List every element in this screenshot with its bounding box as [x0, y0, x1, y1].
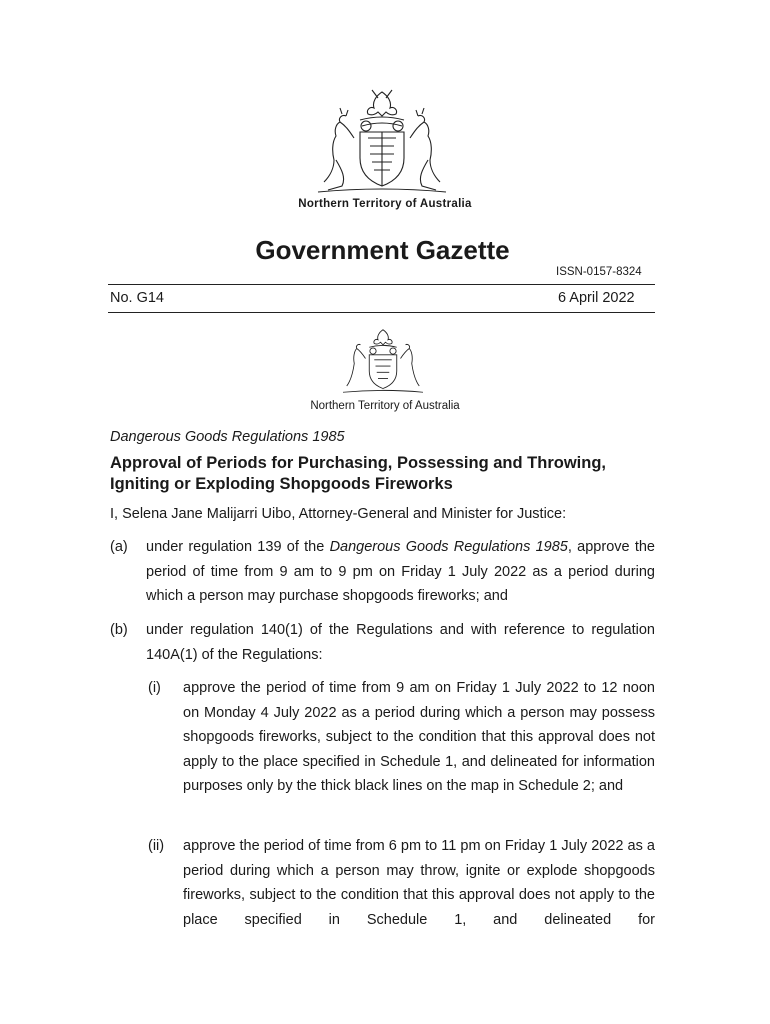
coat-of-arms-emblem — [312, 86, 452, 198]
paragraph-a-text-2: , approve the period of time from 9 am to 9 pm on Friday 1 July 2022 as a period during which a person may purchase shopgoods fireworks; and — [146, 539, 655, 604]
issn-number: ISSN-0157-8324 — [556, 266, 642, 278]
paragraph-a-text-1: under regulation 139 of the — [146, 539, 330, 555]
gazette-number: No. G14 — [110, 290, 164, 306]
paragraph-a-text — [146, 535, 655, 609]
subparagraph-ii-label: (ii) — [148, 838, 165, 854]
gazette-title: Government Gazette — [255, 235, 510, 265]
subparagraph-ii-text: approve the period of time from 6 pm to 11 pm on Friday 1 July 2022 as a period during which a person may throw, ignite or explode shopgoods fireworks, subject to the condition that this approval does not apply to the place specified in Schedule 1, and delineated for — [183, 838, 655, 928]
paragraph-b-text: under regulation 140(1) of the Regulations and with reference to regulation 140A(1) of the Regulations: — [146, 622, 655, 663]
header-jurisdiction: Northern Territory of Australia — [298, 198, 472, 210]
notice-jurisdiction: Northern Territory of Australia — [310, 400, 460, 412]
coat-of-arms-small-emblem — [333, 326, 433, 396]
notice-heading — [110, 453, 670, 495]
gazette-date: 6 April 2022 — [558, 290, 635, 306]
paragraph-a-label: (a) — [110, 539, 128, 555]
notice-heading-line-2: Igniting or Exploding Shopgoods Fireworks — [110, 475, 453, 493]
header-rule-bottom — [108, 312, 655, 313]
paragraph-b-label: (b) — [110, 622, 128, 638]
instrument-name: Dangerous Goods Regulations 1985 — [110, 429, 345, 445]
notice-intro: I, Selena Jane Malijarri Uibo, Attorney-General and Minister for Justice: — [110, 506, 567, 522]
notice-heading-line-1: Approval of Periods for Purchasing, Possessing and Throwing, — [110, 454, 606, 472]
subparagraph-i-text: approve the period of time from 9 am on Friday 1 July 2022 to 12 noon on Monday 4 July 2022 as a period during which a person may possess shopgoods fireworks, subject to the condition that this approval does not apply to the place specified in Schedule 1, and delineated for information purposes only by the thick black lines on the map in Schedule 2; and — [183, 680, 655, 794]
paragraph-a-instrument: Dangerous Goods Regulations 1985 — [329, 539, 568, 555]
header-rule-top — [108, 284, 655, 285]
subparagraph-i-label: (i) — [148, 680, 161, 696]
